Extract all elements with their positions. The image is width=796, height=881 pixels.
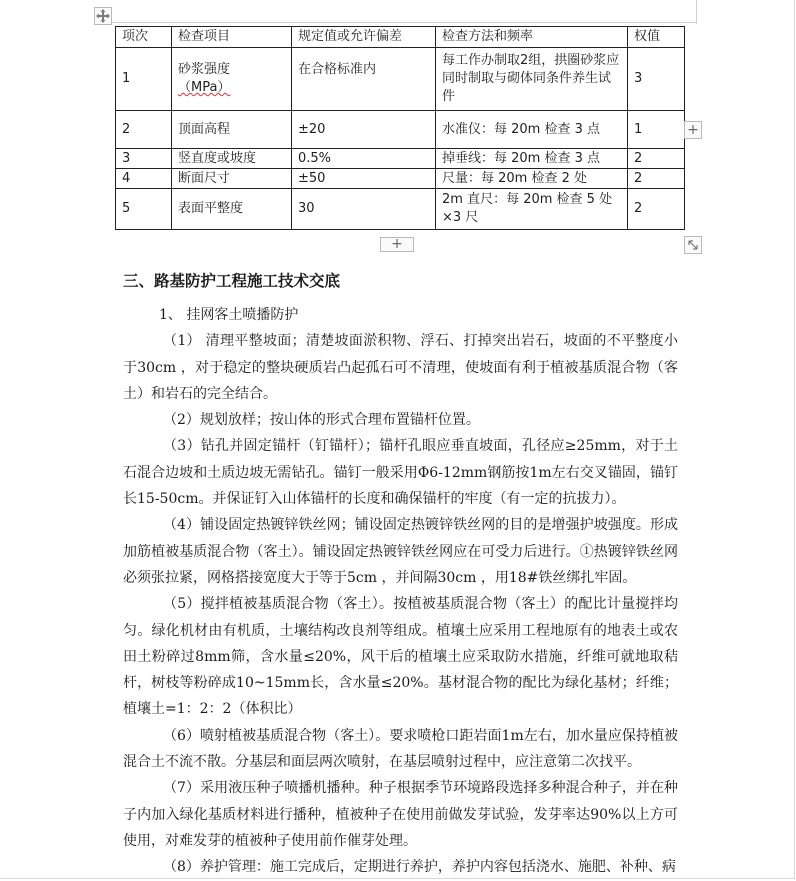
method-cell: 2m 直尺：每 20m 检查 5 处×3 尺 [436,189,628,230]
paragraph-3: （3）钻孔并固定锚杆（钉锚杆）；锚杆孔眼应垂直坡面，孔径应≥25mm，对于土石混合边坡和土质边坡无需钻孔。锚钉一般采用Φ6-12mm钢筋按1m左右交叉锚固，锚钉长15-50cm。并保证钉入山体锚杆的长度和确保锚杆的牢度（有一定的抗拔力）。 [123,438,678,508]
table-resize-handle[interactable] [684,236,702,254]
paragraph-6: （6）喷射植被基质混合物（客土）。要求喷枪口距岩面1m左右，加水量应保持植被混合土不流不散。分基层和面层两次喷射，在基层喷射过程中，应注意第二次找平。 [123,727,678,771]
weight-cell: 3 [628,48,685,111]
row-number-cell: 4 [116,169,172,189]
header-cell: 项次 [116,27,172,48]
resize-arrows-icon [685,237,701,253]
section-heading: 三、路基防护工程施工技术交底 [123,271,341,290]
add-column-button[interactable]: + [684,121,702,139]
weight-cell: 1 [628,111,685,149]
table-row [116,111,685,149]
spec-cell: 在合格标准内 [292,48,436,111]
header-cell: 规定值或允许偏差 [292,27,436,48]
check-item-cell: 断面尺寸 [172,169,292,189]
check-item-cell: 表面平整度 [172,189,292,230]
document-body [123,266,678,881]
subheading: 1、 挂网客土喷播防护 [159,307,299,323]
header-cell: 检查方法和频率 [436,27,628,48]
weight-cell: 2 [628,189,685,230]
table-row [116,189,685,230]
inspection-table [115,26,685,230]
weight-cell: 2 [628,169,685,189]
spec-cell: 30 [292,189,436,230]
method-cell: 掉垂线：每 20m 检查 3 点 [436,149,628,169]
table-move-handle[interactable] [94,7,112,25]
spec-cell: ±50 [292,169,436,189]
check-item-name: 砂浆强度 [178,62,231,77]
table-header-row [116,27,685,48]
page-guide-right [696,0,697,24]
paragraph-8: （8）养护管理：施工完成后，定期进行养护，养护内容包括浇水、施肥、补种、病 [163,859,676,876]
method-cell: 尺量：每 20m 检查 2 处 [436,169,628,189]
header-cell: 权值 [628,27,685,48]
row-number-cell: 1 [116,48,172,111]
spec-cell: 0.5% [292,149,436,169]
spec-cell: ±20 [292,111,436,149]
header-cell: 检查项目 [172,27,292,48]
method-cell: 水准仪：每 20m 检查 3 点 [436,111,628,149]
add-row-button[interactable]: + [380,237,414,252]
paragraph-2: （2）规划放样；按山体的形式合理布置锚杆位置。 [163,412,480,429]
paragraph-1: （1） 清理平整坡面；清楚坡面淤积物、浮石、打掉突出岩石，坡面的不平整度小于30cm ，对于稳定的整块硬质岩凸起孤石可不清理，使坡面有利于植被基质混合物（客土）和岩石的完全结合。 [123,333,678,402]
page-guide-top [112,22,696,23]
row-number-cell: 2 [116,111,172,149]
check-item-cell: 顶面高程 [172,111,292,149]
row-number-cell: 5 [116,189,172,230]
check-item-unit: （MPa） [178,80,231,95]
paragraph-5: （5）搅拌植被基质混合物（客土）。按植被基质混合物（客土）的配比计量搅拌均匀。绿化机材由有机质，土壤结构改良剂等组成。植壤土应采用工程地原有的地表土或农田土粉碎过8mm筛，含水量≤20%，风干后的植壤土应采取防水措施，纤维可就地取秸杆，树枝等粉碎成10~15mm长，含水量≤20%。基材混合物的配比为绿化基材；纤维；植壤土=1：2：2（体积比） [123,596,678,718]
table-row [116,169,685,189]
weight-cell: 2 [628,149,685,169]
check-item-cell: 竖直度或坡度 [172,149,292,169]
row-number-cell: 3 [116,149,172,169]
method-cell: 每工作办制取2组，拱圈砂浆应同时制取与砌体同条件养生试件 [436,48,628,111]
paragraph-7: （7）采用液压种子喷播机播种。种子根据季节环境路段选择多种混合种子，并在种子内加入绿化基质材料进行播种，植被种子在使用前做发芽试验，发芽率达90%以上方可使用，对难发芽的植被种子使用前作催芽处理。 [123,780,678,849]
check-item-cell [172,48,292,111]
paragraph-4: （4）铺设固定热镀锌铁丝网；铺设固定热镀锌铁丝网的目的是增强护坡强度。形成加筋植被基质混合物（客土）。铺设固定热镀锌铁丝网应在可受力后进行。①热镀锌铁丝网必须张拉紧，网格搭接宽度大于等于5cm ，并间隔30cm ，用18#铁丝绑扎牢固。 [123,517,678,586]
table-row [116,149,685,169]
move-arrows-icon [96,9,110,23]
table-row [116,48,685,111]
